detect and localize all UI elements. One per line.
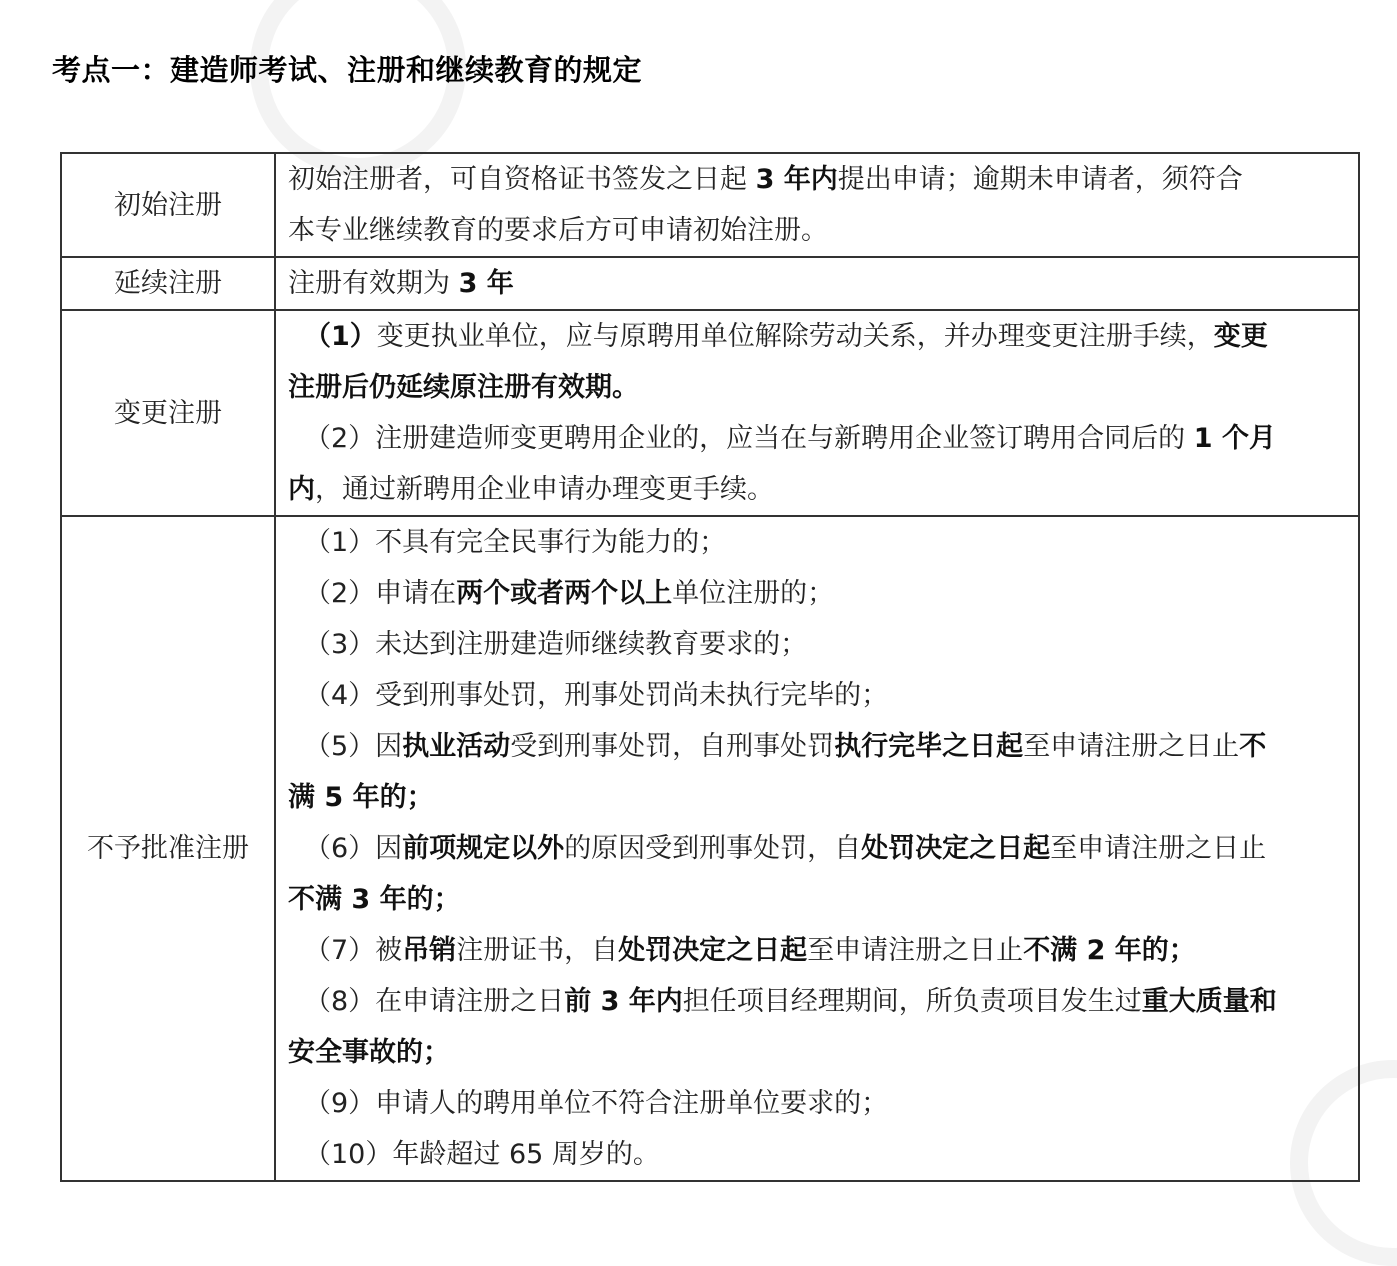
row-content xyxy=(275,257,1359,310)
content-line xyxy=(288,258,1346,309)
text-segment: （4）受到刑事处罚，刑事处罚尚未执行完毕的； xyxy=(304,680,889,711)
page-title: 考点一：建造师考试、注册和继续教育的规定 xyxy=(52,53,643,87)
bold-text: （1） xyxy=(304,321,377,352)
text-segment: 提出申请；逾期未申请者，须符合 xyxy=(837,164,1243,195)
content-line xyxy=(288,721,1346,772)
content-line xyxy=(288,976,1346,1027)
text-segment: 初始注册者，可自资格证书签发之日起 xyxy=(288,164,756,195)
bold-text: 内 xyxy=(288,474,315,505)
text-segment: （8）在申请注册之日 xyxy=(304,986,565,1017)
bold-text: 重大质量和 xyxy=(1141,986,1277,1017)
text-segment: （10）年龄超过 65 周岁的。 xyxy=(304,1139,660,1170)
bold-text: 不 xyxy=(1239,731,1267,762)
text-segment: 至申请注册之日止 xyxy=(1023,731,1240,762)
bold-text: 变更 xyxy=(1213,321,1268,352)
text-segment: （3）未达到注册建造师继续教育要求的； xyxy=(304,629,808,660)
bold-text: 3 年 xyxy=(458,268,514,299)
content-line xyxy=(288,362,1346,413)
content-line xyxy=(288,568,1346,619)
text-segment: 注册有效期为 xyxy=(288,268,459,299)
content-line xyxy=(288,823,1346,874)
text-segment: （1）不具有完全民事行为能力的； xyxy=(304,527,727,558)
bold-text: 不满 3 年的； xyxy=(288,884,461,915)
text-segment: （9）申请人的聘用单位不符合注册单位要求的； xyxy=(304,1088,889,1119)
row-content xyxy=(275,516,1359,1181)
table-row-initial-registration xyxy=(61,153,1359,257)
row-content xyxy=(275,153,1359,257)
bold-text: 执业活动 xyxy=(402,731,511,762)
registration-rules-table xyxy=(60,152,1360,1182)
row-label: 初始注册 xyxy=(61,153,275,257)
row-label: 不予批准注册 xyxy=(61,516,275,1181)
text-segment: 注册证书，自 xyxy=(456,935,619,966)
content-line xyxy=(288,413,1346,464)
bold-text: 满 5 年的； xyxy=(288,782,434,813)
bold-text: 3 年内 xyxy=(755,164,838,195)
table-row-change-registration xyxy=(61,310,1359,516)
text-segment: 至申请注册之日止 xyxy=(1050,833,1267,864)
text-segment: 单位注册的； xyxy=(672,578,835,609)
table-row-renewal-registration xyxy=(61,257,1359,310)
text-segment: 担任项目经理期间，所负责项目发生过 xyxy=(682,986,1142,1017)
bold-text: 前项规定以外 xyxy=(402,833,565,864)
text-segment: ，通过新聘用企业申请办理变更手续。 xyxy=(315,474,774,505)
bold-text: 安全事故的； xyxy=(288,1037,450,1068)
table-row-rejection-registration xyxy=(61,516,1359,1181)
content-line xyxy=(288,154,1346,205)
bold-text: 处罚决定之日起 xyxy=(861,833,1051,864)
row-content xyxy=(275,310,1359,516)
bold-text: 执行完毕之日起 xyxy=(834,731,1024,762)
row-label: 延续注册 xyxy=(61,257,275,310)
content-line xyxy=(288,619,1346,670)
bold-text: 前 3 年内 xyxy=(564,986,683,1017)
content-line xyxy=(288,517,1346,568)
content-line xyxy=(288,772,1346,823)
text-segment: 受到刑事处罚，自刑事处罚 xyxy=(510,731,835,762)
bold-text: 两个或者两个以上 xyxy=(456,578,673,609)
bold-text: 注册后仍延续原注册有效期。 xyxy=(288,372,639,403)
content-line xyxy=(288,1129,1346,1180)
content-line xyxy=(288,1027,1346,1078)
content-line xyxy=(288,1078,1346,1129)
text-segment: 至申请注册之日止 xyxy=(807,935,1024,966)
bold-text: 吊销 xyxy=(402,935,457,966)
bold-text: 不满 2 年的； xyxy=(1023,935,1196,966)
content-line xyxy=(288,874,1346,925)
text-segment: 变更执业单位，应与原聘用单位解除劳动关系，并办理变更注册手续， xyxy=(376,321,1214,352)
content-line xyxy=(288,925,1346,976)
content-line xyxy=(288,205,1346,256)
content-line xyxy=(288,464,1346,515)
text-segment: 的原因受到刑事处罚，自 xyxy=(564,833,862,864)
text-segment: （2）申请在 xyxy=(304,578,457,609)
text-segment: （6）因 xyxy=(304,833,403,864)
row-label: 变更注册 xyxy=(61,310,275,516)
text-segment: （5）因 xyxy=(304,731,403,762)
text-segment: （7）被 xyxy=(304,935,403,966)
text-segment: （2）注册建造师变更聘用企业的，应当在与新聘用企业签订聘用合同后的 xyxy=(304,423,1194,454)
content-line xyxy=(288,670,1346,721)
bold-text: 1 个月 xyxy=(1193,423,1276,454)
bold-text: 处罚决定之日起 xyxy=(618,935,808,966)
content-line xyxy=(288,311,1346,362)
text-segment: 本专业继续教育的要求后方可申请初始注册。 xyxy=(288,215,828,246)
